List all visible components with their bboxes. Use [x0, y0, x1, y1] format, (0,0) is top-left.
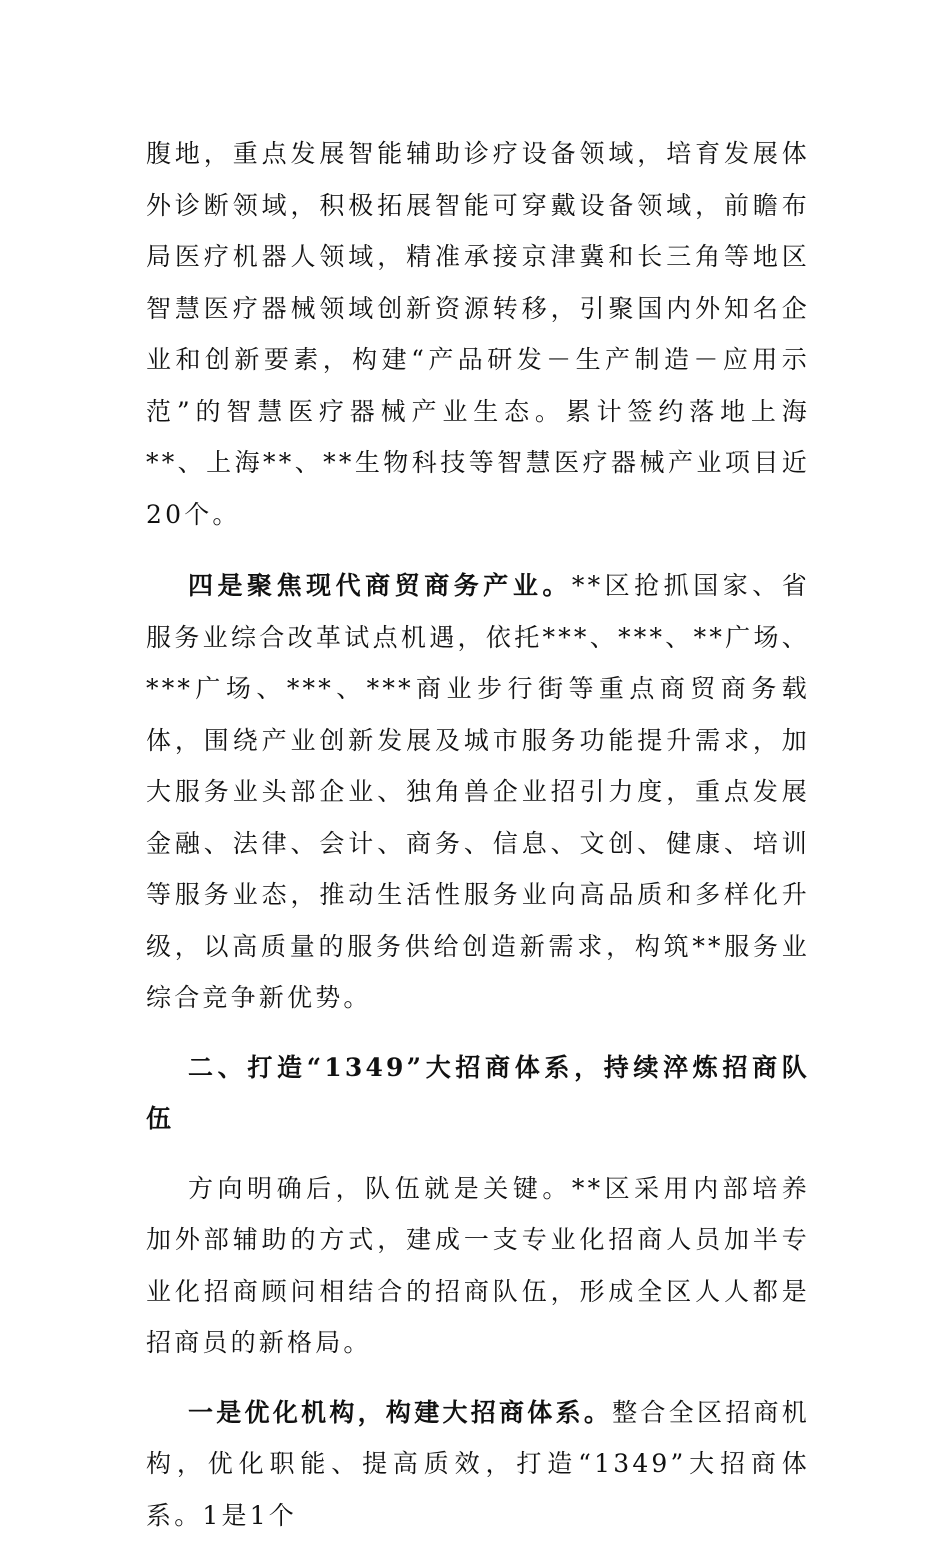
paragraph-text: **区抢抓国家、省服务业综合改革试点机遇，依托***、***、**广场、***广场、***、***商业步行街等重点商贸商务载体，围绕产业创新发展及城市服务功能提升需求，加大服务业头部企业、独角兽企业招引力度，重点发展金融、法律、会计、商务、信息、文创、健康、培训等服务业态，推动生活性服务业向高品质和多样化升级，以高质量的服务供给创造新需求，构筑**服务业综合竞争新优势。 [146, 571, 810, 1012]
document-body [146, 128, 810, 1541]
paragraph-medical-devices [146, 128, 810, 540]
paragraph-text: 整合全区招商机构，优化职能、提高质效，打造“1349”大招商体系。1是1个 [146, 1398, 810, 1530]
paragraph-text: 方向明确后，队伍就是关键。**区采用内部培养加外部辅助的方式，建成一支专业化招商人员加半专业化招商顾问相结合的招商队伍，形成全区人人都是招商员的新格局。 [146, 1174, 810, 1358]
paragraph-optimize [146, 1387, 810, 1541]
paragraph-text: 腹地，重点发展智能辅助诊疗设备领域，培育发展体外诊断领域，积极拓展智能可穿戴设备领域，前瞻布局医疗机器人领域，精准承接京津冀和长三角等地区智慧医疗器械领域创新资源转移，引聚国内外知名企业和创新要素，构建“产品研发－生产制造－应用示范”的智慧医疗器械产业生态。累计签约落地上海**、上海**、**生物科技等智慧医疗器械产业项目近20个。 [146, 139, 810, 529]
paragraph-team [146, 1163, 810, 1369]
paragraph-lead: 一是优化机构，构建大招商体系。 [188, 1398, 612, 1427]
paragraph-lead: 四是聚焦现代商贸商务产业。 [188, 571, 572, 600]
paragraph-commerce [146, 560, 810, 1024]
section-heading: 二、打造“1349”大招商体系，持续淬炼招商队伍 [146, 1042, 810, 1145]
